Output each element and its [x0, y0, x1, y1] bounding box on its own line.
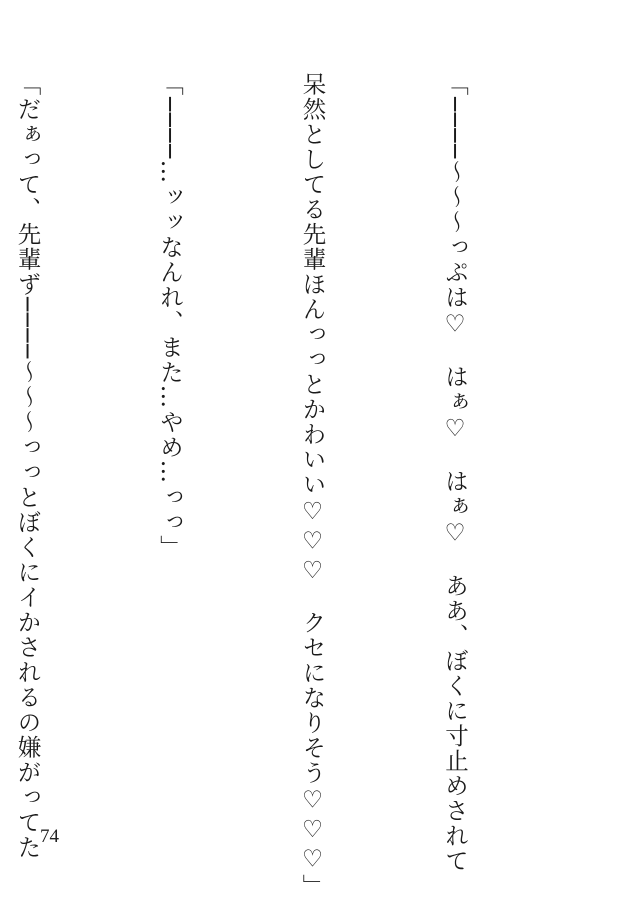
text-line-2: 呆然としてる先輩ほんっっとかわいい♡♡♡ クセになりそう♡♡♡」	[298, 72, 327, 899]
text-line-4: 「だぁって、先輩ず────〜〜〜っっとぼくにイかされるの嫌がってた	[13, 72, 42, 860]
page-number: 74	[40, 826, 59, 847]
text-line-3: 「────…ッッなんれ、また…やめ…っっ」	[156, 72, 184, 560]
text-line-1: 「────〜〜〜っぷは♡ はぁ♡ はぁ♡ ああ、ぼくに寸止めされて	[441, 72, 469, 874]
